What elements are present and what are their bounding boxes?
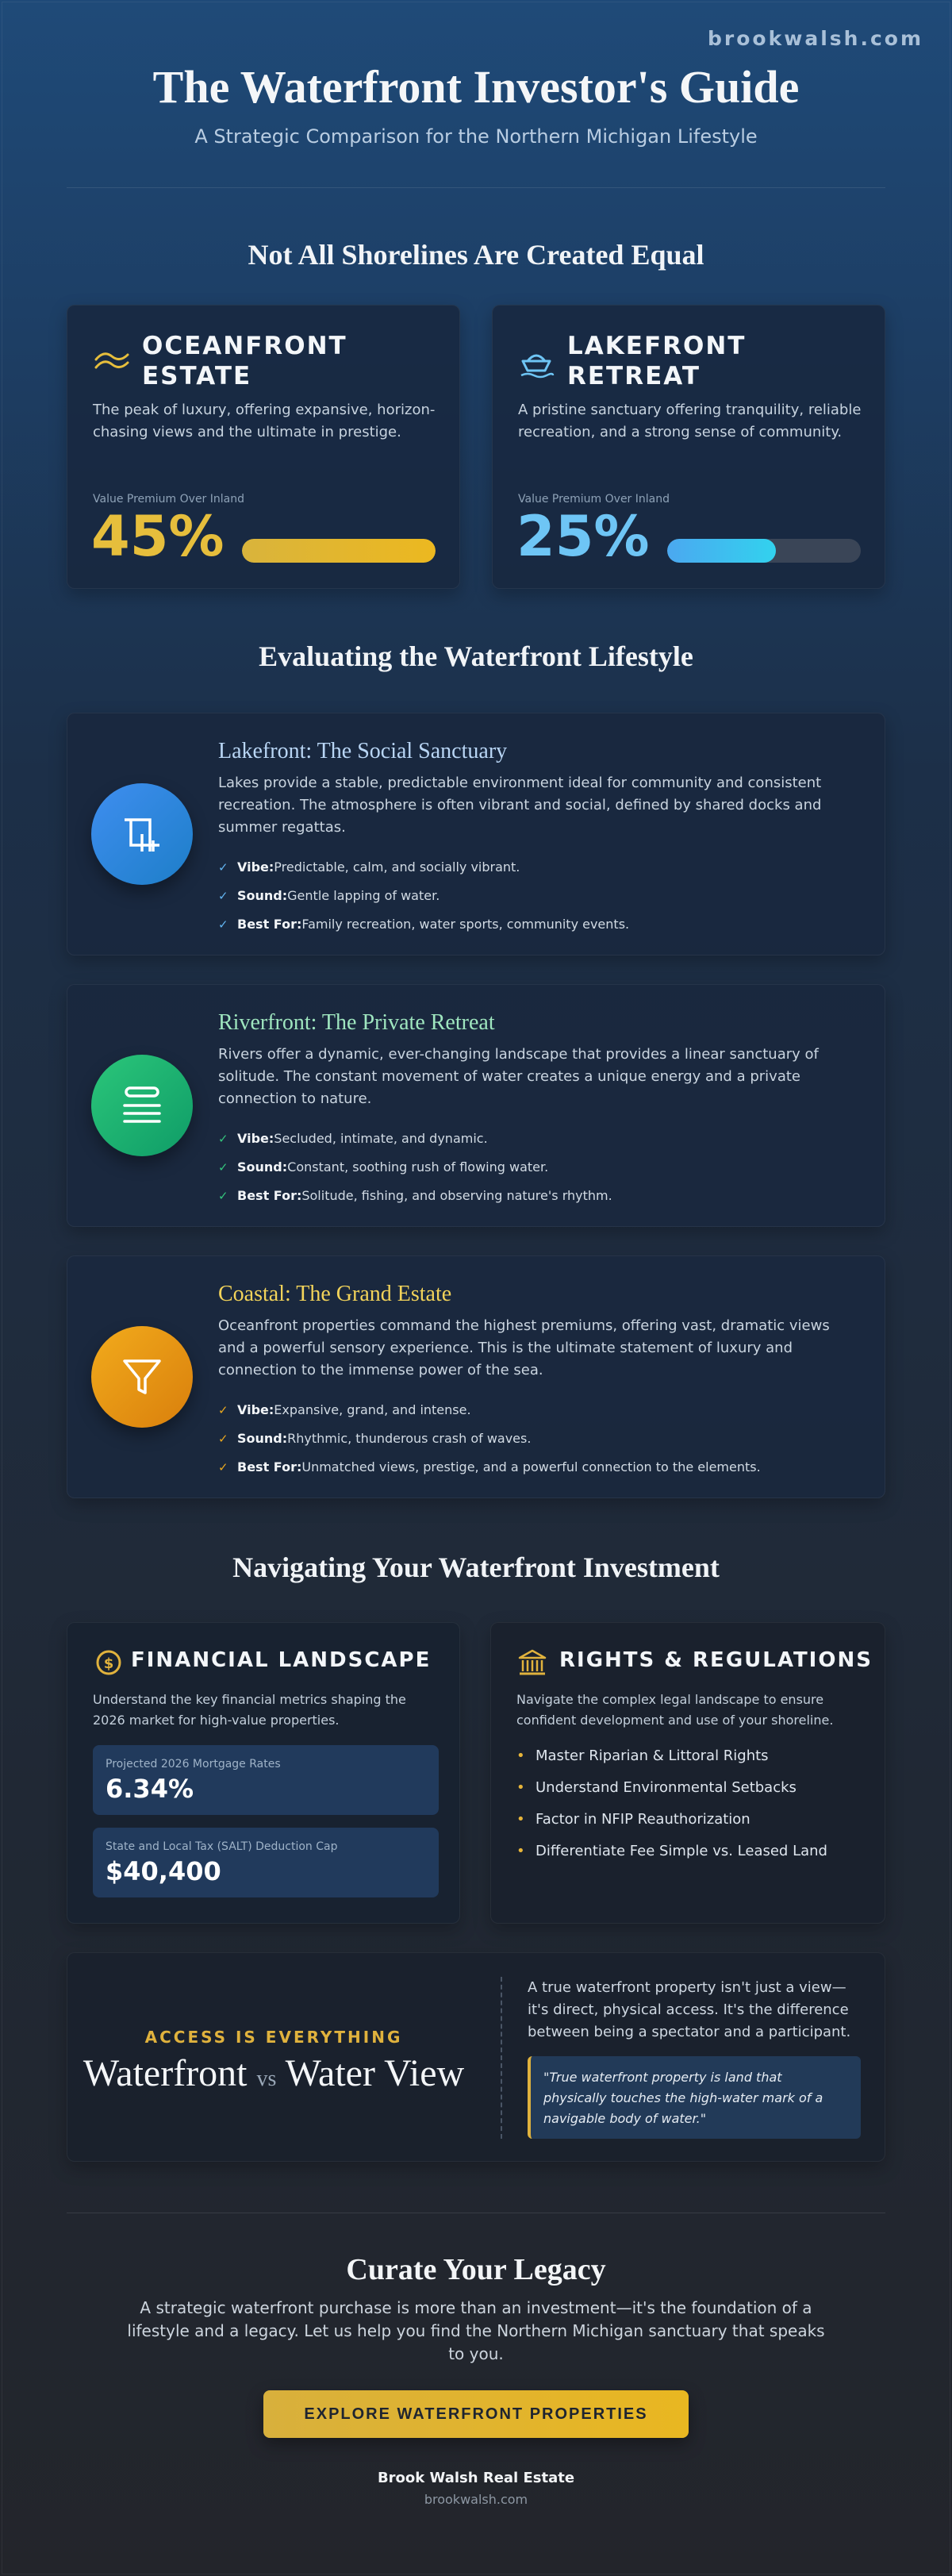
divider [67,187,885,188]
lifestyle-description: Lakes provide a stable, predictable environment ideal for community and consistent recreation. The atmosphere is often vibrant and social, defined by shared docks and summer regattas. [218,775,822,836]
lifestyle-card-lakefront [67,713,885,955]
lakefront-card [492,305,885,589]
premium-bar [242,539,436,563]
financial-title: FINANCIAL LANDSCAPE [131,1648,432,1672]
premium-bar [667,539,861,563]
definition-quote: "True waterfront property is land that physically touches the high-water mark of a navigable body of water." [528,2056,861,2139]
cta-title: Curate Your Legacy [346,2253,606,2286]
check-icon: ✓ [218,1132,228,1146]
funnel-icon-badge [91,1326,193,1428]
check-icon: ✓ [218,1189,228,1203]
lifestyle-bullets [218,1125,612,1210]
waves-icon [93,344,129,380]
check-icon: ✓ [218,860,228,875]
stat-mortgage-rates: Projected 2026 Mortgage Rates 6.34% [93,1745,439,1815]
stat-salt-cap: State and Local Tax (SALT) Deduction Cap $40,400 [93,1828,439,1897]
section-title-lifestyle: Evaluating the Waterfront Lifestyle [259,640,693,672]
rights-description: Navigate the complex legal landscape to ensure confident development and use of your shoreline. [516,1692,834,1728]
svg-text:$: $ [103,1655,114,1672]
card-title: OCEANFRONT ESTATE [142,332,347,390]
financial-card [67,1622,460,1924]
metric-label: Value Premium Over Inland [518,493,670,506]
page-subtitle: A Strategic Comparison for the Northern Michigan Lifestyle [194,125,758,148]
bullet-vibe: ✓ Vibe:Secluded, intimate, and dynamic. [218,1125,612,1153]
river-icon-badge [91,1055,193,1156]
lifestyle-bullets [218,1396,761,1482]
dock-icon [118,810,166,858]
check-icon: ✓ [218,889,228,903]
list-item: • Factor in NFIP Reauthorization [516,1811,750,1828]
rights-title: RIGHTS & REGULATIONS [559,1648,873,1672]
courthouse-icon [516,1647,548,1678]
lifestyle-card-riverfront [67,984,885,1227]
dashed-divider [501,1977,502,2139]
bullet-vibe: ✓ Vibe:Expansive, grand, and intense. [218,1396,761,1424]
footer-company: Brook Walsh Real Estate [377,2470,575,2486]
rights-card [490,1622,885,1924]
lifestyle-title: Lakefront: The Social Sanctuary [218,739,508,763]
card-description: The peak of luxury, offering expansive, horizon-chasing views and the ultimate in prestige. [93,402,436,440]
lifestyle-title: Coastal: The Grand Estate [218,1282,452,1306]
dollar-coin-icon [93,1647,125,1678]
site-brand[interactable]: brookwalsh.com [708,27,923,50]
bullet-vibe: ✓ Vibe:Predictable, calm, and socially vibrant. [218,853,629,882]
lifestyle-bullets [218,853,629,939]
metric-label: Value Premium Over Inland [93,493,244,506]
oceanfront-card [67,305,460,589]
check-icon: ✓ [218,1160,228,1175]
dock-icon-badge [91,783,193,885]
bullet-sound: ✓ Sound:Gentle lapping of water. [218,882,629,910]
metric-value: 25% [516,504,650,569]
lifestyle-title: Riverfront: The Private Retreat [218,1010,495,1035]
list-item: • Master Riparian & Littoral Rights [516,1747,769,1764]
bullet-sound: ✓ Sound:Constant, soothing rush of flowing water. [218,1153,612,1182]
check-icon: ✓ [218,1432,228,1446]
list-item: • Understand Environmental Setbacks [516,1779,797,1796]
metric-value: 45% [91,504,225,569]
bullet-sound: ✓ Sound:Rhythmic, thunderous crash of waves. [218,1424,761,1453]
bullet-best-for: ✓ Best For:Family recreation, water sports, community events. [218,910,629,939]
access-card [67,1952,885,2162]
lifestyle-description: Rivers offer a dynamic, ever-changing landscape that provides a linear sanctuary of solitude. The constant movement of water creates a unique energy and a private connection to nature. [218,1046,819,1107]
check-icon: ✓ [218,917,228,932]
lifestyle-description: Oceanfront properties command the highest premiums, offering vast, dramatic views and a powerful sensory experience. This is the ultimate statement of luxury and connection to the immense power of the sea. [218,1317,830,1378]
access-label: ACCESS IS EVERYTHING [144,2028,403,2047]
access-text: A true waterfront property isn't just a view—it's direct, physical access. It's the difference between being a spectator and a participant. [528,1979,851,2040]
boat-icon [518,344,555,380]
funnel-icon [118,1353,166,1401]
bullet-best-for: ✓ Best For:Unmatched views, prestige, and a powerful connection to the elements. [218,1453,761,1482]
explore-properties-button[interactable]: EXPLORE WATERFRONT PROPERTIES [263,2390,689,2438]
waterfront-vs-water-view: Waterfront vs Water View [83,2052,465,2094]
financial-description: Understand the key financial metrics shaping the 2026 market for high-value properties. [93,1692,406,1728]
section-title-navigating: Navigating Your Waterfront Investment [232,1551,720,1583]
check-icon: ✓ [218,1403,228,1417]
card-description: A pristine sanctuary offering tranquility, reliable recreation, and a strong sense of community. [518,402,862,440]
page-title: The Waterfront Investor's Guide [152,61,800,113]
section-title-shorelines: Not All Shorelines Are Created Equal [248,239,704,271]
card-title: LAKEFRONT RETREAT [567,332,747,390]
cta-description: A strategic waterfront purchase is more than an investment—it's the foundation of a lifestyle and a legacy. Let us help you find the Northern Michigan sanctuary that speaks to you. [127,2298,825,2363]
river-lines-icon [118,1082,166,1129]
footer-url[interactable]: brookwalsh.com [424,2492,528,2507]
lifestyle-card-coastal [67,1255,885,1498]
premium-bar-fill [242,539,436,563]
check-icon: ✓ [218,1460,228,1474]
rights-list [516,1740,827,1867]
bullet-best-for: ✓ Best For:Solitude, fishing, and observing nature's rhythm. [218,1182,612,1210]
premium-bar-fill [667,539,776,563]
list-item: • Differentiate Fee Simple vs. Leased Land [516,1843,827,1859]
